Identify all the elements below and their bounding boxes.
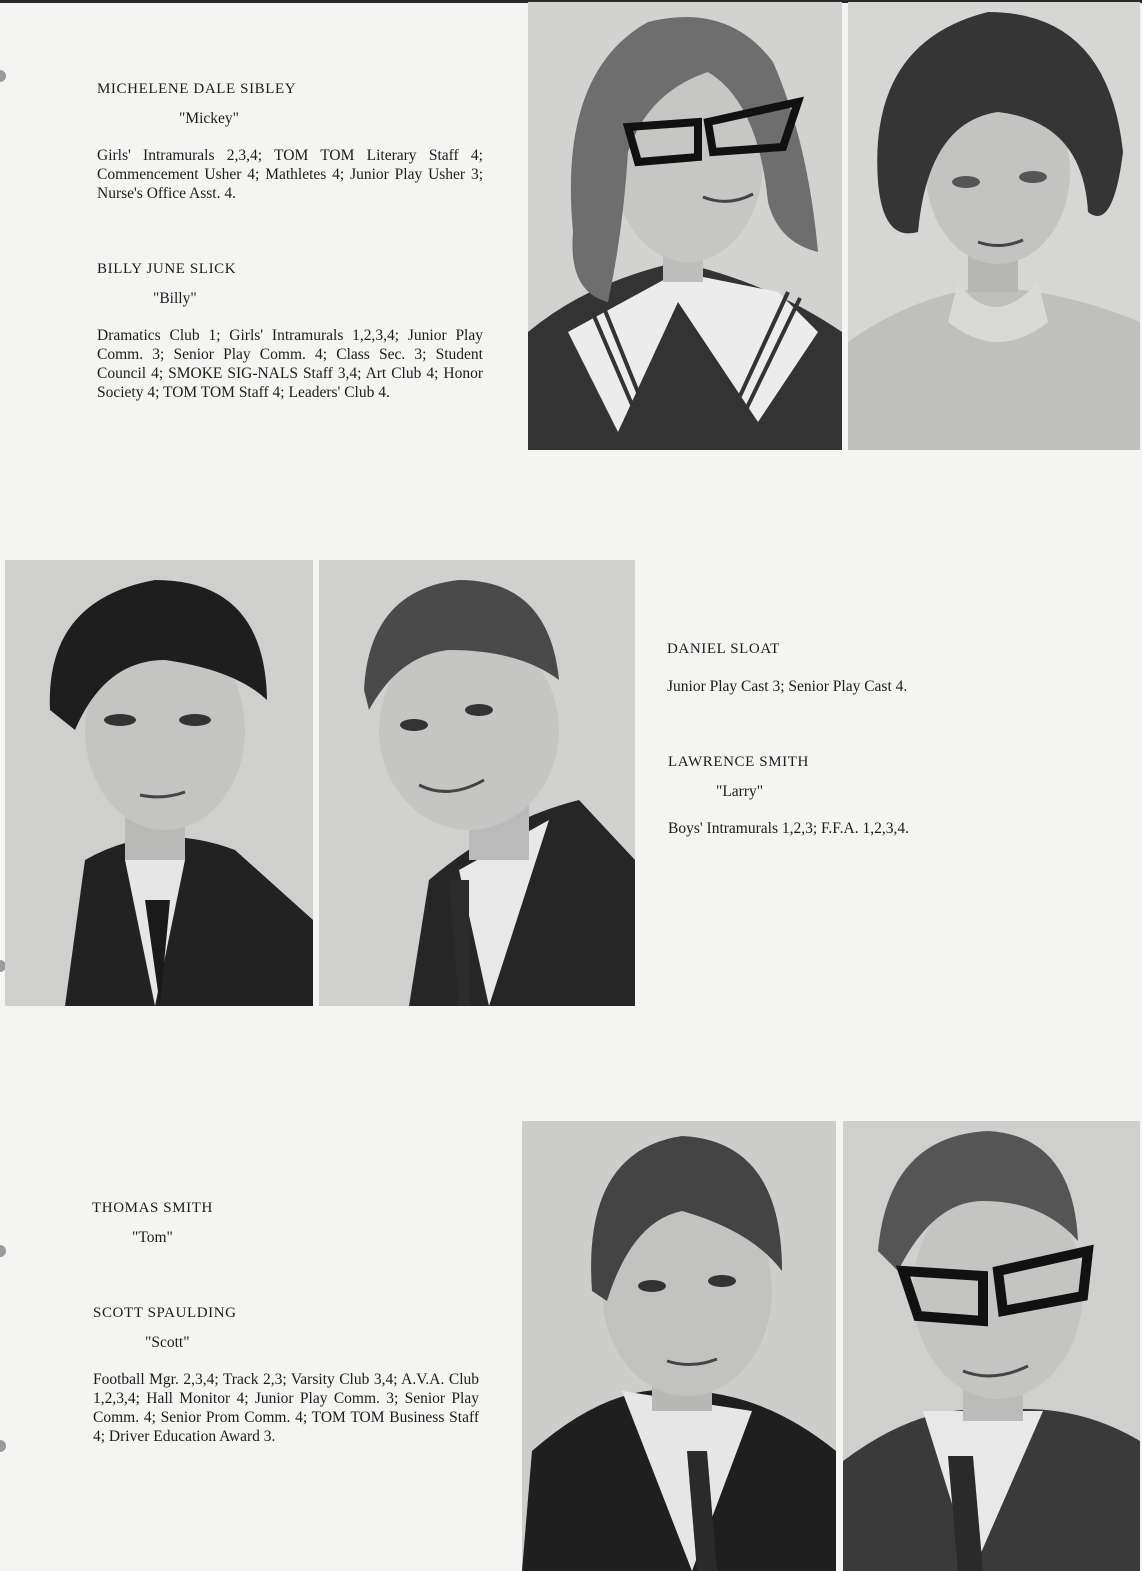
binder-hole (0, 1245, 6, 1257)
student-entry-sibley (97, 80, 483, 203)
student-name: SCOTT SPAULDING (93, 1305, 237, 1321)
student-nickname: "Mickey" (179, 110, 240, 127)
student-nickname: "Larry" (716, 783, 764, 800)
portrait-male-image (319, 560, 635, 1006)
student-activities: Girls' Intramurals 2,3,4; TOM TOM Literary Staff 4; Commencement Usher 4; Mathletes 4; Junior Play Usher 3; Nurse's Office Asst. 4. (97, 147, 483, 202)
student-name: MICHELENE DALE SIBLEY (97, 81, 297, 97)
student-entry-spaulding (93, 1304, 479, 1446)
student-entry-smith-lawrence (668, 753, 1028, 838)
student-activities: Football Mgr. 2,3,4; Track 2,3; Varsity Club 3,4; A.V.A. Club 1,2,3,4; Hall Monitor 4; Junior Play Comm. 3; Senior Play Comm. 4; Senior Prom Comm. 4; TOM TOM Business Staff 4; Driver Education Award 3. (93, 1371, 479, 1445)
student-nickname: "Tom" (132, 1229, 173, 1246)
portrait-female-image (848, 2, 1140, 450)
portrait-male-image (5, 560, 313, 1006)
portrait-photo-smith-thomas (522, 1121, 836, 1571)
student-entry-smith-thomas (92, 1199, 480, 1247)
student-activities: Boys' Intramurals 1,2,3; F.F.A. 1,2,3,4. (668, 820, 909, 837)
binder-hole (0, 1440, 6, 1452)
portrait-photo-spaulding (843, 1121, 1140, 1571)
student-name: THOMAS SMITH (92, 1200, 213, 1216)
student-entry-slick (97, 260, 483, 402)
portrait-photo-sibley (528, 2, 842, 450)
student-nickname: "Billy" (153, 290, 197, 307)
portrait-photo-slick (848, 2, 1140, 450)
student-activities: Dramatics Club 1; Girls' Intramurals 1,2,3,4; Junior Play Comm. 3; Senior Play Comm. 4; Class Sec. 3; Student Council 4; SMOKE SIG-NALS Staff 3,4; Art Club 4; Honor Society 4; TOM TOM Staff 4; Leaders' Club 4. (97, 327, 483, 401)
student-activities: Junior Play Cast 3; Senior Play Cast 4. (667, 678, 908, 695)
student-name: LAWRENCE SMITH (668, 754, 809, 770)
binder-hole (0, 70, 6, 82)
student-name: DANIEL SLOAT (667, 641, 780, 657)
student-name: BILLY JUNE SLICK (97, 261, 237, 277)
portrait-male-glasses-image (843, 1121, 1140, 1571)
portrait-female-glasses-image (528, 2, 842, 450)
portrait-photo-sloat (5, 560, 313, 1006)
portrait-male-image (522, 1121, 836, 1571)
student-entry-sloat (667, 640, 1017, 696)
portrait-photo-smith-lawrence (319, 560, 635, 1006)
student-nickname: "Scott" (145, 1334, 190, 1351)
